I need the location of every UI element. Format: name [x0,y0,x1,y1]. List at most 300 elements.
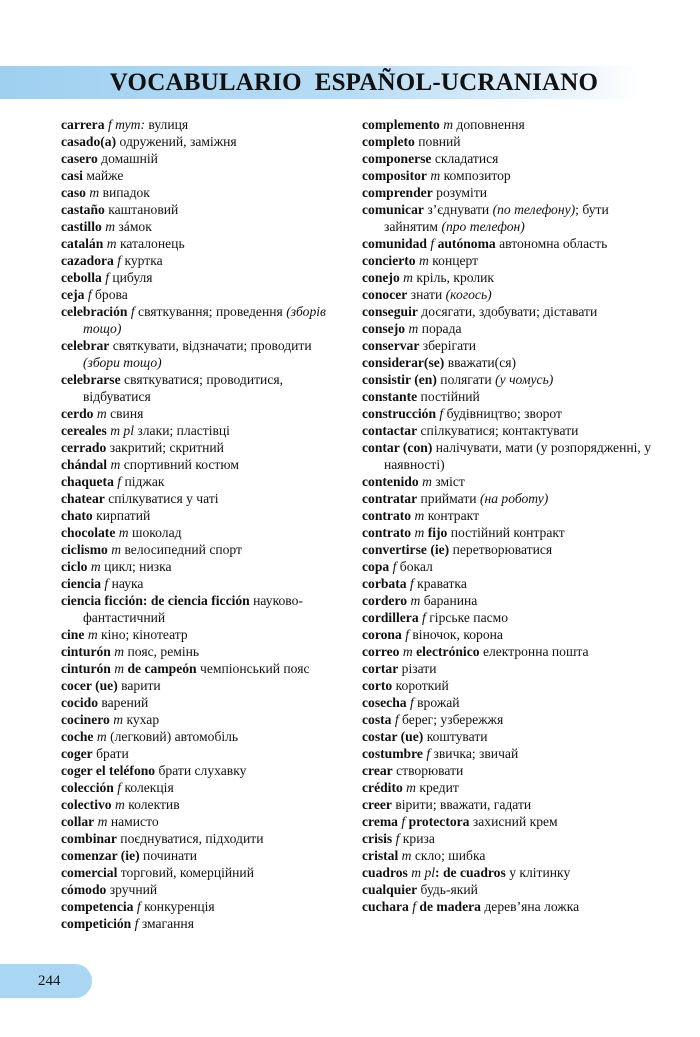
headword: contar (con) [362,440,433,455]
headword: cerrado [61,440,107,455]
translation: електронна пошта [482,644,589,659]
translation: наука [111,576,144,591]
translation: святкуватися; проводитися, відбуватися [83,372,284,404]
translation: врожай [417,695,460,710]
grammar-label: m [422,474,432,489]
translation: берег; узбережжя [402,712,504,727]
headword: cinturón [61,661,111,676]
vocabulary-entry [362,728,652,745]
grammar-label: m pl [110,423,134,438]
translation: велосипедний спорт [124,542,242,557]
translation: знати [410,287,443,302]
grammar-label: m [443,117,454,132]
translation: піджак [124,474,165,489]
headword: cazadora [61,253,114,268]
translation: концерт [432,253,479,268]
vocabulary-entry [362,898,652,915]
vocabulary-entry [61,864,343,881]
headword: chatear [61,491,105,506]
translation: майже [86,168,124,183]
grammar-label: m [110,457,121,472]
headword: complemento [362,117,440,132]
vocabulary-entry [362,660,652,677]
usage-note: (про телефон) [441,219,525,234]
vocabulary-entry [362,184,652,201]
headword: carrera [61,117,105,132]
vocabulary-entry [61,184,343,201]
translation: контракт [427,508,480,523]
grammar-label: f [412,899,417,914]
vocabulary-entry [61,762,343,779]
grammar-label: f [401,814,406,829]
translation: випадок [102,185,150,200]
vocabulary-entry [362,762,652,779]
vocabulary-entry [61,745,343,762]
vocabulary-entry [362,575,652,592]
translation: перетворюватися [452,542,553,557]
vocabulary-entry [362,303,652,320]
headword: ceja [61,287,85,302]
translation: спілкуватися у чаті [108,491,219,506]
grammar-label: f [136,899,141,914]
translation: пояс, ремінь [127,644,200,659]
headword: cine [61,627,85,642]
vocabulary-entry [61,116,343,133]
grammar-label: f [117,474,122,489]
headword: copa [362,559,390,574]
headword: catalán [61,236,104,251]
headword: considerar(se) [362,355,445,370]
vocabulary-entry [362,269,652,286]
vocabulary-entry [61,881,343,898]
translation: вважати(ся) [447,355,517,370]
translation: одружений, заміжня [119,134,237,149]
vocabulary-entry [362,507,652,524]
usage-note: (по телефону) [492,202,576,217]
vocabulary-entry [362,150,652,167]
vocabulary-entry [61,218,343,235]
grammar-label: m [403,270,413,285]
translation: вірити; вважати, гадати [395,797,532,812]
translation: захисний крем [472,814,558,829]
grammar-label: m [87,627,98,642]
vocabulary-entry [362,711,652,728]
vocabulary-entry [362,422,652,439]
vocabulary-entry [362,524,652,541]
grammar-label: m [406,780,416,795]
translation: кріль, кролик [416,270,495,285]
translation: віночок, корона [412,627,503,642]
translation: куртка [124,253,163,268]
headword: crear [362,763,393,778]
vocabulary-entry [362,354,652,371]
headword: colección [61,780,114,795]
usage-note: (когось) [445,287,492,302]
vocabulary-entry [362,337,652,354]
vocabulary-entry [362,558,652,575]
headword: celebración [61,304,128,319]
translation: кухар [126,712,160,727]
vocabulary-entry [362,796,652,813]
headword: chándal [61,457,108,472]
headword: chaqueta [61,474,114,489]
headword: cordero [362,593,408,608]
headword: completo [362,134,415,149]
grammar-label: f [87,287,92,302]
headword: consejo [362,321,406,336]
translation: намисто [110,814,159,829]
translation: брати слухавку [158,763,247,778]
headword: conocer [362,287,408,302]
page-title: VOCABULARIO ESPAÑOL-UCRANIANO [109,69,599,96]
headword: crisis [362,831,393,846]
headword: costar (ue) [362,729,424,744]
translation: гірське пасмо [429,610,509,625]
translation: брати [96,746,129,761]
translation: краватка [417,576,467,591]
vocabulary-entry [61,830,343,847]
headword: colectivo [61,797,112,812]
headword: combinar [61,831,117,846]
vocabulary-entry [362,371,652,388]
headword: ciencia ficción: de ciencia ficción [61,593,250,608]
translation: у клітинку [509,865,571,880]
translation: змагання [141,916,194,931]
headword: coche [61,729,94,744]
grammar-label: m [414,525,425,540]
translation: брова [95,287,128,302]
vocabulary-entry [362,252,652,269]
headword: contrato [362,525,412,540]
headword: contactar [362,423,418,438]
headword: cereales [61,423,107,438]
vocabulary-entry [61,422,343,439]
translation: домашній [101,151,158,166]
translation: кредит [419,780,459,795]
grammar-label: m [97,814,108,829]
translation: створювати [396,763,464,778]
vocabulary-entry [61,439,343,456]
headword-continuation: protectora [408,814,470,829]
vocabulary-entry [61,405,343,422]
vocabulary-entry [61,898,343,915]
vocabulary-entry [362,473,652,490]
vocabulary-entry [61,133,343,150]
vocabulary-entry [362,830,652,847]
vocabulary-entry [362,541,652,558]
vocabulary-entry [61,796,343,813]
vocabulary-entry [61,575,343,592]
vocabulary-entry [61,473,343,490]
headword: cuadros [362,865,408,880]
vocabulary-entry [362,235,652,252]
grammar-label: m [402,644,413,659]
grammar-label: f [105,270,109,285]
headword: compositor [362,168,427,183]
translation: будь-який [420,882,478,897]
vocabulary-entry [61,660,343,677]
headword: competencia [61,899,134,914]
vocabulary-entry [61,150,343,167]
headword: casado(a) [61,134,117,149]
grammar-label: f [405,627,409,642]
vocabulary-entry [61,456,343,473]
translation: будівництво; зворот [446,406,562,421]
vocabulary-entry [362,286,652,303]
translation: вулиця [148,117,189,132]
vocabulary-entry [362,201,652,235]
vocabulary-entry [362,388,652,405]
headword: conservar [362,338,420,353]
grammar-label: f [422,610,426,625]
headword: comenzar (ie) [61,848,140,863]
vocabulary-column-left [61,116,343,932]
headword-continuation: autónoma [437,236,496,251]
translation: дерев’яна ложка [484,899,580,914]
headword-continuation: de madera [419,899,481,914]
grammar-label: f [395,831,400,846]
headword: convertirse (ie) [362,542,450,557]
translation: спілкуватися; контактувати [420,423,579,438]
grammar-label: m [113,712,124,727]
usage-note: (на роботу) [479,491,549,506]
translation: святкувати, відзначати; проводити [112,338,312,353]
translation: кирпатий [96,508,151,523]
translation: конкуренція [144,899,215,914]
vocabulary-entry [362,643,652,660]
headword: contratar [362,491,418,506]
headword: comunidad [362,236,427,251]
grammar-label: m [114,661,125,676]
grammar-label: f [430,236,435,251]
translation: звичка; звичай [433,746,519,761]
grammar-label: m [414,508,425,523]
vocabulary-entry [362,592,652,609]
grammar-label: m [118,525,129,540]
translation: цибуля [112,270,153,285]
grammar-label: m [410,593,421,608]
headword: competición [61,916,132,931]
vocabulary-entry [362,847,652,864]
vocabulary-entry [61,235,343,252]
vocabulary-entry [61,626,343,643]
vocabulary-entry [362,439,652,473]
vocabulary-entry [362,320,652,337]
grammar-label: m [430,168,441,183]
headword: comprender [362,185,433,200]
vocabulary-entry [362,133,652,150]
grammar-label: f [104,576,109,591]
grammar-label: m [106,236,117,251]
headword: collar [61,814,95,829]
translation: каталонець [119,236,185,251]
translation: святкування; проведення [138,304,283,319]
headword: contenido [362,474,419,489]
headword: cebolla [61,270,102,285]
vocabulary-entry [61,201,343,218]
headword: contrato [362,508,412,523]
translation: різати [401,661,437,676]
translation: зміст [435,474,465,489]
translation: баранина [423,593,478,608]
vocabulary-entry [61,813,343,830]
vocabulary-entry [61,728,343,745]
translation: поєднуватися, підходити [120,831,264,846]
headword: costa [362,712,392,727]
grammar-label: f [439,406,444,421]
translation: доповнення [456,117,525,132]
headword-continuation: electrónico [416,644,480,659]
translation: варений [101,695,149,710]
headword: crema [362,814,398,829]
translation: автономна область [499,236,608,251]
headword: castaño [61,202,105,217]
headword: componerse [362,151,432,166]
headword: coger [61,746,93,761]
translation: зберігати [422,338,476,353]
vocabulary-entry [61,779,343,796]
headword: cómodo [61,882,107,897]
grammar-label: f [130,304,135,319]
translation: варити [121,678,161,693]
headword: castillo [61,219,102,234]
headword: casi [61,168,83,183]
vocabulary-entry [61,286,343,303]
vocabulary-entry [362,609,652,626]
vocabulary-entry [61,507,343,524]
translation: колекція [124,780,174,795]
vocabulary-entry [61,371,343,405]
vocabulary-entry [61,337,343,371]
headword: coger el teléfono [61,763,156,778]
grammar-label: f [134,916,139,931]
translation: досягати, здобувати; діставати [421,304,598,319]
headword: costumbre [362,746,423,761]
headword: celebrar [61,338,110,353]
translation: свиня [110,406,144,421]
translation: шоколад [132,525,182,540]
headword-continuation: : de cuadros [435,865,506,880]
headword: corto [362,678,393,693]
headword: cortar [362,661,399,676]
headword: corbata [362,576,407,591]
grammar-label: m [111,542,122,557]
headword: crédito [362,780,403,795]
headword: comercial [61,865,118,880]
headword: conejo [362,270,400,285]
usage-note: (збори тощо) [83,355,162,370]
vocabulary-entry [362,864,652,881]
headword: cuchara [362,899,409,914]
translation: злаки; пластівці [137,423,230,438]
vocabulary-entry [61,915,343,932]
vocabulary-entry [61,558,343,575]
headword: ciclismo [61,542,108,557]
headword: caso [61,185,86,200]
vocabulary-entry [61,694,343,711]
translation: композитор [443,168,511,183]
grammar-label: m [90,559,101,574]
headword: cocer (ue) [61,678,118,693]
headword: ciclo [61,559,88,574]
translation: короткий [395,678,449,693]
headword: cocinero [61,712,110,727]
translation: з’єднувати [427,202,490,217]
grammar-label: f [394,712,399,727]
grammar-label: m [89,185,100,200]
grammar-label: m [96,729,107,744]
headword: cristal [362,848,399,863]
vocabulary-entry [61,167,343,184]
headword: celebrarse [61,372,121,387]
vocabulary-entry [362,779,652,796]
headword: cordillera [362,610,419,625]
vocabulary-entry [61,592,343,626]
translation: закритий; скритний [109,440,224,455]
translation: колектив [128,797,180,812]
translation: (легковий) автомобіль [110,729,239,744]
grammar-label: f [117,780,122,795]
headword: chocolate [61,525,116,540]
translation: цикл; низка [104,559,172,574]
translation: порада [421,321,462,336]
page-number: 244 [38,973,61,989]
headword: construcción [362,406,437,421]
headword: cerdo [61,406,94,421]
grammar-label: m [96,406,107,421]
translation: складатися [434,151,499,166]
grammar-label: f [392,559,397,574]
translation: розуміти [436,185,488,200]
translation-continued: ; бути зайнятим [384,202,609,234]
headword: corona [362,627,402,642]
vocabulary-entry [61,541,343,558]
vocabulary-entry [61,677,343,694]
vocabulary-entry [362,490,652,507]
translation: науково-фантастичний [83,593,303,625]
vocabulary-entry [61,303,343,337]
headword: creer [362,797,392,812]
grammar-label: f [107,117,112,132]
vocabulary-entry [61,711,343,728]
translation: постійний [420,389,480,404]
translation: скло; шибка [414,848,486,863]
translation: приймати [420,491,477,506]
headword: chato [61,508,93,523]
headword: conseguir [362,304,418,319]
vocabulary-entry [362,881,652,898]
translation: налічувати, мати (у розпорядженні, у наявності) [384,440,652,472]
vocabulary-entry [362,167,652,184]
translation: каштановий [108,202,179,217]
translation: починати [143,848,198,863]
headword: constante [362,389,418,404]
headword: ciencia [61,576,102,591]
translation: коштувати [426,729,488,744]
vocabulary-entry [61,490,343,507]
usage-note: (у чомусь) [495,372,554,387]
headword: comunicar [362,202,424,217]
grammar-label: f [409,576,414,591]
vocabulary-entry [61,847,343,864]
headword-continuation: fijo [427,525,448,540]
headword: cocido [61,695,98,710]
vocabulary-entry [362,626,652,643]
grammar-label: f [117,253,122,268]
vocabulary-entry [362,677,652,694]
vocabulary-entry [362,116,652,133]
headword-continuation: de campeón [127,661,197,676]
